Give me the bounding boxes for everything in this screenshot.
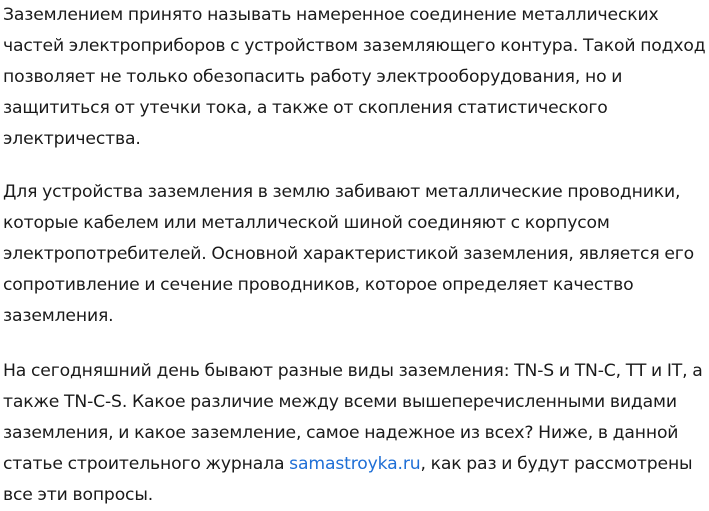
paragraph-grounding-types	[3, 356, 707, 511]
site-link[interactable]: samastroyka.ru	[289, 454, 421, 474]
paragraph-grounding-definition: Заземлением принято называть намеренное соединение металлических частей электроприборов с устройством заземляющего контура. Такой подход позволяет не только обезопасить работу электрооборудования, но и защититься от утечки тока, а также от скопления статистического электричества.	[3, 5, 706, 149]
paragraph-text-before-link: На сегодняшний день бывают разные виды заземления: TN-S и TN-C, TT и IT, а также TN-C-S. Какое различие между всеми вышеперечисленными видами заземления, и какое заземление, самое надежное из всех? Ниже, в данной статье строительного журнала	[3, 361, 703, 474]
paragraph-grounding-construction: Для устройства заземления в землю забивают металлические проводники, которые кабелем или металлической шиной соединяют с корпусом электропотребителей. Основной характеристикой заземления, является его сопротивление и сечение проводников, которое определяет качество заземления.	[3, 182, 695, 326]
article-body	[3, 0, 707, 511]
paragraph-text-after-link: , как раз и будут рассмотрены все эти вопросы.	[3, 454, 693, 505]
